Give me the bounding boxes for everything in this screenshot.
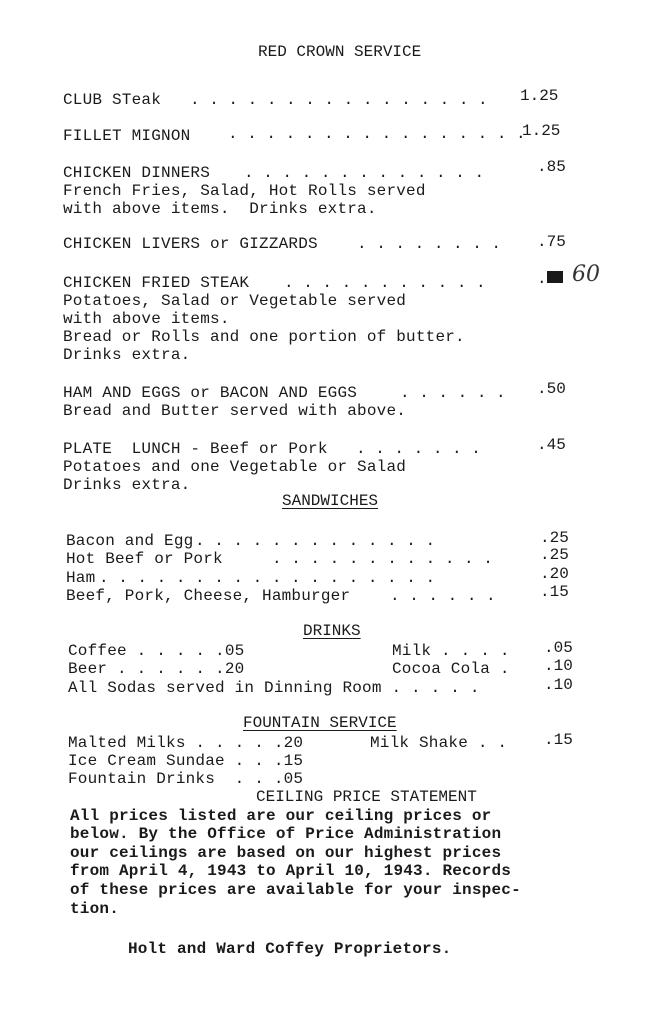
sandwich-bacon-egg-price: .25 bbox=[540, 529, 569, 547]
note-plate-2: Drinks extra. bbox=[63, 476, 191, 494]
sandwich-hot-beef-dots: . . . . . . . . . . . . bbox=[272, 550, 493, 568]
ceiling-line-2: below. By the Office of Price Administration bbox=[70, 825, 502, 843]
fountain-heading: FOUNTAIN SERVICE bbox=[243, 714, 397, 732]
item-chicken-livers: CHICKEN LIVERS or GIZZARDS bbox=[63, 235, 318, 253]
item-ham-eggs-dots: . . . . . . bbox=[400, 384, 506, 402]
handwritten-price: 60 bbox=[572, 262, 600, 287]
sandwich-hot-beef-price: .25 bbox=[540, 546, 569, 564]
sandwich-beef-pork-price: .15 bbox=[540, 583, 569, 601]
note-chicken-dinners-1: French Fries, Salad, Hot Rolls served bbox=[63, 182, 426, 200]
drinks-heading: DRINKS bbox=[303, 622, 361, 640]
drink-milk-price: .05 bbox=[544, 639, 573, 657]
item-club-steak-price: 1.25 bbox=[520, 87, 559, 105]
ceiling-line-6: tion. bbox=[70, 900, 120, 918]
sandwich-ham-dots: . . . . . . . . . . . . . . . . . . bbox=[99, 569, 436, 587]
note-steak-1: Potatoes, Salad or Vegetable served bbox=[63, 292, 407, 310]
fountain-sundae: Ice Cream Sundae . . .15 bbox=[68, 752, 304, 770]
sandwich-beef-pork-dots: . . . . . . bbox=[390, 587, 496, 605]
sandwich-hot-beef: Hot Beef or Pork bbox=[66, 550, 223, 568]
item-fillet-mignon-dots: . . . . . . . . . . . . . . . . bbox=[228, 125, 526, 143]
item-chicken-livers-price: .75 bbox=[537, 233, 566, 251]
drink-cola: Cocoa Cola . bbox=[392, 660, 510, 678]
strike-mark bbox=[547, 271, 563, 283]
item-chicken-fried-steak-dots: . . . . . . . . . . . bbox=[284, 274, 486, 292]
item-chicken-fried-steak: CHICKEN FRIED STEAK bbox=[63, 274, 250, 292]
item-fillet-mignon: FILLET MIGNON bbox=[63, 127, 191, 145]
drink-sodas: All Sodas served in Dinning Room . . . . . bbox=[68, 679, 480, 697]
item-fillet-mignon-price: 1.25 bbox=[522, 122, 561, 140]
sandwich-bacon-egg: Bacon and Egg bbox=[66, 532, 194, 550]
drink-cola-price: .10 bbox=[544, 657, 573, 675]
ceiling-line-1: All prices listed are our ceiling prices or bbox=[70, 807, 492, 825]
item-club-steak: CLUB STeak bbox=[63, 91, 162, 109]
drink-coffee: Coffee . . . . .05 bbox=[68, 642, 245, 660]
note-steak-2: with above items. bbox=[63, 310, 230, 328]
item-plate-lunch: PLATE LUNCH - Beef or Pork bbox=[63, 440, 328, 458]
item-chicken-dinners-dots: . . . . . . . . . . . . . bbox=[244, 164, 485, 182]
item-chicken-fried-steak-price: . bbox=[537, 270, 547, 288]
fountain-drinks: Fountain Drinks . . .05 bbox=[68, 770, 304, 788]
sandwich-ham-price: .20 bbox=[540, 565, 569, 583]
sandwiches-heading: SANDWICHES bbox=[282, 492, 379, 510]
ceiling-line-4: from April 4, 1943 to April 10, 1943. Records bbox=[70, 862, 512, 880]
note-chicken-dinners-2: with above items. Drinks extra. bbox=[63, 200, 377, 218]
ceiling-line-3: our ceilings are based on our highest prices bbox=[70, 844, 502, 862]
sandwich-ham: Ham bbox=[66, 569, 96, 587]
note-plate-1: Potatoes and one Vegetable or Salad bbox=[63, 458, 407, 476]
proprietors-line: Holt and Ward Coffey Proprietors. bbox=[128, 940, 452, 958]
note-steak-4: Drinks extra. bbox=[63, 346, 191, 364]
drink-sodas-price: .10 bbox=[544, 676, 573, 694]
menu-title: RED CROWN SERVICE bbox=[258, 43, 422, 61]
fountain-malted: Malted Milks . . . . .20 bbox=[68, 734, 304, 752]
item-plate-lunch-dots: . . . . . . . bbox=[356, 440, 481, 458]
ceiling-line-5: of these prices are available for your inspec- bbox=[70, 881, 521, 899]
note-ham-1: Bread and Butter served with above. bbox=[63, 402, 407, 420]
item-ham-eggs-price: .50 bbox=[537, 380, 566, 398]
item-club-steak-dots: . . . . . . . . . . . . . . . . bbox=[190, 91, 488, 109]
sandwich-bacon-egg-dots: . . . . . . . . . . . . . bbox=[195, 532, 436, 550]
drink-milk: Milk . . . . bbox=[392, 642, 510, 660]
ceiling-heading: CEILING PRICE STATEMENT bbox=[256, 788, 477, 806]
item-ham-eggs: HAM AND EGGS or BACON AND EGGS bbox=[63, 384, 358, 402]
fountain-shake: Milk Shake . . bbox=[370, 734, 508, 752]
note-steak-3: Bread or Rolls and one portion of butter. bbox=[63, 328, 465, 346]
item-chicken-livers-dots: . . . . . . . . bbox=[357, 235, 502, 253]
sandwich-beef-pork: Beef, Pork, Cheese, Hamburger bbox=[66, 587, 351, 605]
item-plate-lunch-price: .45 bbox=[537, 436, 566, 454]
item-chicken-dinners: CHICKEN DINNERS bbox=[63, 164, 211, 182]
item-chicken-dinners-price: .85 bbox=[537, 158, 566, 176]
fountain-shake-price: .15 bbox=[544, 731, 573, 749]
drink-beer: Beer . . . . . .20 bbox=[68, 660, 245, 678]
